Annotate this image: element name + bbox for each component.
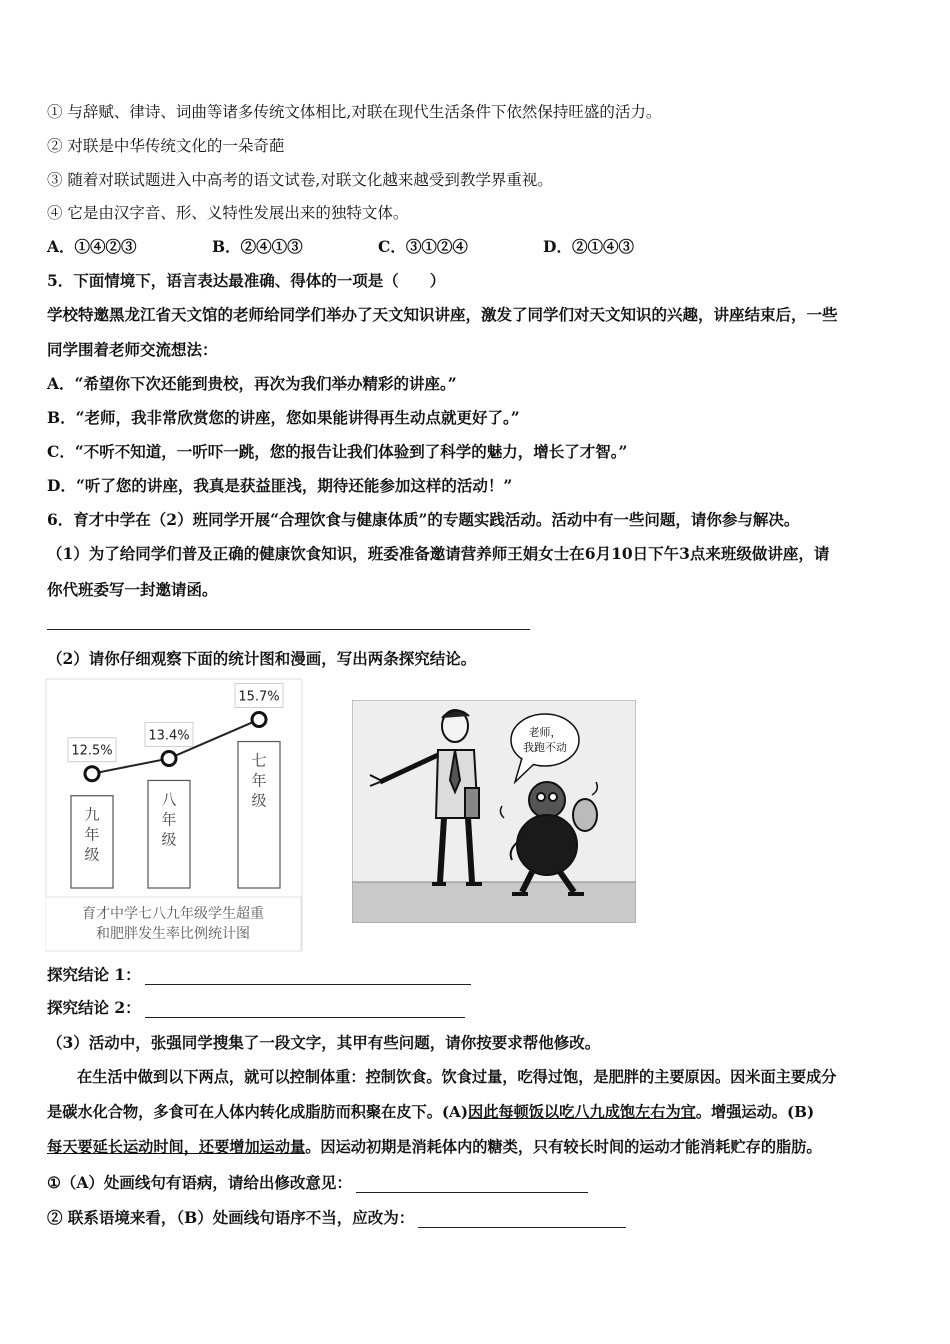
category-label-2-1: 年 bbox=[251, 771, 267, 790]
q5-option-c: C．“不听不知道，一听吓一跳，您的报告让我们体验到了科学的魅力，增长了才智。” bbox=[47, 442, 628, 461]
speech-line-2: 我跑不动 bbox=[523, 741, 567, 754]
q5-stem: 5．下面情境下，语言表达最准确、得体的一项是（ ） bbox=[47, 271, 446, 290]
chart-title-line2: 和肥胖发生率比例统计图 bbox=[96, 926, 250, 942]
passage-line-2-b: 。增强运动。(B) bbox=[695, 1103, 815, 1121]
conclusion-1-label: 探究结论 1： bbox=[47, 965, 141, 984]
category-label-2-2: 级 bbox=[251, 791, 267, 810]
q6-part3: （3）活动中，张强同学搜集了一段文字，其甲有些问题，请你按要求帮他修改。 bbox=[47, 1033, 601, 1052]
q6-part1-line1: （1）为了给同学们普及正确的健康饮食知识，班委准备邀请营养师王娟女士在6月10日下午3点来班级做讲座，请 bbox=[47, 544, 830, 563]
statement-2: ② 对联是中华传统文化的一朵奇葩 bbox=[47, 137, 285, 155]
chart-title-line1: 育才中学七八九年级学生超重 bbox=[82, 906, 264, 922]
q5-context-1: 学校特邀黑龙江省天文馆的老师给同学们举办了天文知识讲座，激发了同学们对天文知识的兴趣，讲座结束后，一些 bbox=[47, 305, 838, 324]
passage-line-2 bbox=[47, 1102, 814, 1122]
subq-1 bbox=[47, 1173, 588, 1193]
obesity-rate-chart bbox=[45, 678, 303, 952]
category-label-0-2: 级 bbox=[84, 845, 100, 864]
category-label-0-1: 年 bbox=[84, 825, 100, 844]
q5-context-2: 同学围着老师交流想法： bbox=[47, 340, 218, 359]
statement-3: ③ 随着对联试题进入中高考的语文试卷,对联文化越来越受到教学界重视。 bbox=[47, 171, 553, 189]
statement-4: ④ 它是由汉字音、形、义特性发展出来的独特文体。 bbox=[47, 204, 409, 222]
q6-part2: （2）请你仔细观察下面的统计图和漫画，写出两条探究结论。 bbox=[47, 649, 477, 668]
subq-2-text: ② 联系语境来看，（B）处画线句语序不当，应改为： bbox=[47, 1208, 415, 1227]
q5-option-d: D．“听了您的讲座，我真是获益匪浅，期待还能参加这样的活动！” bbox=[47, 476, 513, 495]
answer-line-invitation[interactable] bbox=[47, 629, 530, 630]
q5-option-a: A．“希望你下次还能到贵校，再次为我们举办精彩的讲座。” bbox=[47, 374, 457, 393]
q4-option-c: C．③①②④ bbox=[378, 237, 468, 256]
conclusion-2-input[interactable] bbox=[145, 1003, 465, 1018]
conclusion-1 bbox=[47, 965, 471, 985]
conclusion-1-input[interactable] bbox=[145, 970, 471, 985]
value-label-1: 13.4% bbox=[148, 728, 190, 744]
q4-option-b: B．②④①③ bbox=[212, 237, 303, 256]
passage-line-3-b: 。因运动初期是消耗体内的糖类，只有较长时间的运动才能消耗贮存的脂肪。 bbox=[305, 1138, 822, 1156]
category-label-2-0: 七 bbox=[251, 751, 267, 770]
category-label-1-0: 八 bbox=[161, 790, 177, 809]
conclusion-2 bbox=[47, 998, 465, 1018]
subq-2-input[interactable] bbox=[418, 1213, 626, 1228]
data-point-2 bbox=[252, 713, 266, 727]
data-point-1 bbox=[162, 751, 176, 765]
passage-line-1: 在生活中做到以下两点，就可以控制体重：控制饮食。饮食过量，吃得过饱，是肥胖的主要原因。因米面主要成分 bbox=[77, 1068, 837, 1086]
q4-option-a: A．①④②③ bbox=[47, 237, 137, 256]
category-label-1-1: 年 bbox=[161, 810, 177, 829]
passage-line-2-a: 是碳水化合物，多食可在人体内转化成脂肪而积聚在皮下。(A) bbox=[47, 1103, 469, 1121]
value-label-0: 12.5% bbox=[71, 743, 113, 759]
data-point-0 bbox=[85, 767, 99, 781]
subq-2 bbox=[47, 1208, 626, 1228]
conclusion-2-label: 探究结论 2： bbox=[47, 998, 141, 1017]
q6-part1-line2: 你代班委写一封邀请函。 bbox=[47, 580, 218, 599]
q4-option-d: D．②①④③ bbox=[543, 237, 634, 256]
q5-option-b: B．“老师，我非常欣赏您的讲座，您如果能讲得再生动点就更好了。” bbox=[47, 408, 520, 427]
category-label-0-0: 九 bbox=[84, 805, 100, 824]
category-label-1-2: 级 bbox=[161, 830, 177, 849]
speech-line-1: 老师， bbox=[528, 726, 562, 739]
value-label-2: 15.7% bbox=[238, 689, 280, 705]
statement-1: ① 与辞赋、律诗、词曲等诸多传统文体相比,对联在现代生活条件下依然保持旺盛的活力。 bbox=[47, 103, 662, 121]
passage-underline-b: 每天要延长运动时间，还要增加运动量 bbox=[47, 1138, 306, 1156]
cartoon-image bbox=[352, 700, 636, 923]
passage-underline-a: 因此每顿饭以吃八九成饱左右为宜 bbox=[468, 1103, 696, 1121]
subq-1-input[interactable] bbox=[356, 1178, 588, 1193]
passage-line-3 bbox=[47, 1137, 822, 1157]
subq-1-text: ①（A）处画线句有语病，请给出修改意见： bbox=[47, 1173, 352, 1192]
q6-stem: 6．育才中学在（2）班同学开展“合理饮食与健康体质”的专题实践活动。活动中有一些问题，请你参与解决。 bbox=[47, 510, 800, 529]
